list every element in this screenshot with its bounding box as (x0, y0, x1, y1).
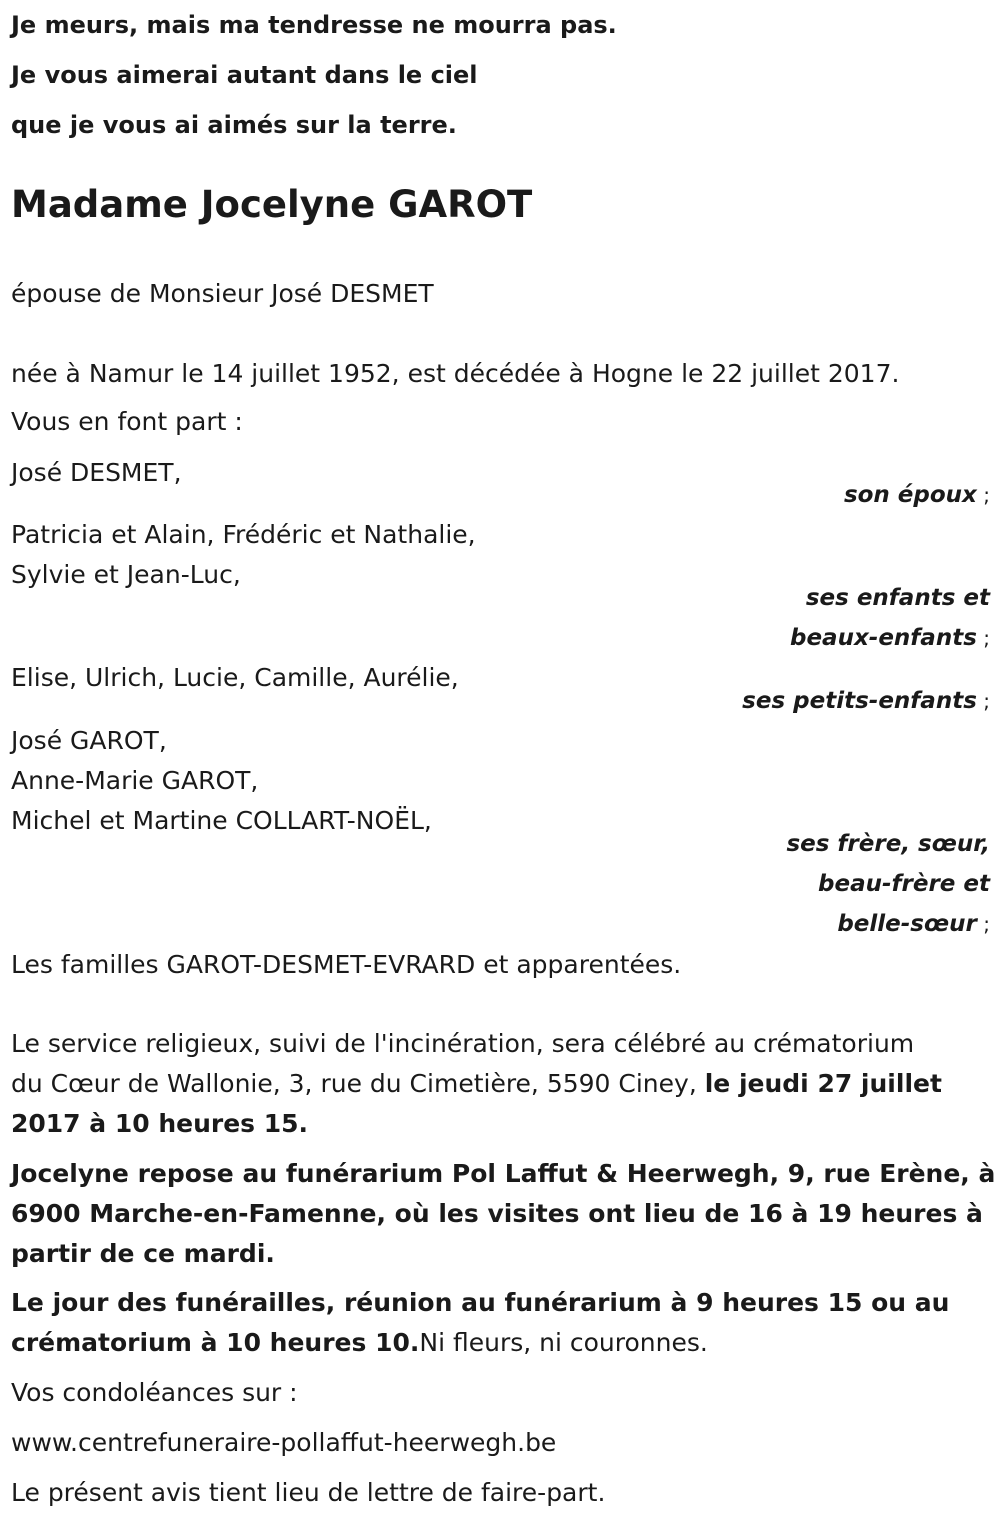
family-names-line: Anne-Marie GAROT, (11, 766, 259, 795)
relation-separator: ; (976, 483, 990, 507)
family-names-line: José GAROT, (11, 726, 167, 755)
no-flowers: Ni fleurs, ni couronnes. (419, 1328, 708, 1357)
service-line-2 (11, 1071, 942, 1096)
condolences-label: Vos condoléances sur : (11, 1378, 298, 1407)
announcement-intro: Vous en font part : (11, 407, 243, 436)
deceased-name: Madame Jocelyne GAROT (11, 183, 533, 226)
funerarium-line-3: partir de ce mardi. (11, 1239, 275, 1268)
service-date: le jeudi 27 juillet (704, 1069, 942, 1098)
relation-text: beau-frère et (818, 871, 990, 897)
funerarium-line-1: Jocelyne repose au funérarium Pol Laffut & Heerwegh, 9, rue Erène, à (11, 1159, 996, 1188)
other-families: Les familles GAROT-DESMET-EVRARD et apparentées. (11, 950, 682, 979)
family-relation (806, 587, 990, 610)
poem-line-1: Je meurs, mais ma tendresse ne mourra pas. (11, 11, 617, 39)
relation-separator: ; (976, 912, 990, 936)
service-line-3: 2017 à 10 heures 15. (11, 1109, 309, 1138)
family-names-line: Sylvie et Jean-Luc, (11, 560, 241, 589)
relation-text: belle-sœur (837, 911, 977, 937)
family-names-line: Patricia et Alain, Frédéric et Nathalie, (11, 520, 476, 549)
family-names-line: José DESMET, (11, 458, 182, 487)
poem-line-3: que je vous ai aimés sur la terre. (11, 111, 457, 139)
family-relation (786, 833, 990, 856)
family-names-line: Michel et Martine COLLART-NOËL, (11, 806, 432, 835)
relation-text: ses frère, sœur, (786, 831, 990, 857)
relation-text: ses petits-enfants (742, 688, 977, 714)
closing-line: Le présent avis tient lieu de lettre de faire-part. (11, 1478, 606, 1507)
relation-text: beaux-enfants (789, 625, 977, 651)
relation-separator: ; (976, 689, 990, 713)
relation-text: ses enfants et (805, 585, 990, 611)
meeting-line-1: Le jour des funérailles, réunion au funérarium à 9 heures 15 ou au (11, 1288, 950, 1317)
poem-line-2: Je vous aimerai autant dans le ciel (11, 61, 478, 89)
family-relation (837, 913, 990, 936)
meeting-line-2 (11, 1330, 708, 1355)
family-names-line: Elise, Ulrich, Lucie, Camille, Aurélie, (11, 663, 459, 692)
family-relation (844, 484, 990, 507)
service-address: du Cœur de Wallonie, 3, rue du Cimetière, 5590 Ciney, (11, 1069, 705, 1098)
relation-separator: ; (976, 626, 990, 650)
family-relation (818, 873, 990, 896)
condolences-url: www.centrefuneraire-pollaffut-heerwegh.be (11, 1428, 557, 1457)
service-line-1: Le service religieux, suivi de l'incinération, sera célébré au crématorium (11, 1029, 915, 1058)
spouse-line: épouse de Monsieur José DESMET (11, 279, 434, 308)
family-relation (790, 627, 990, 650)
family-relation (742, 690, 990, 713)
funerarium-line-2: 6900 Marche-en-Famenne, où les visites ont lieu de 16 à 19 heures à (11, 1199, 983, 1228)
relation-text: son époux (843, 482, 977, 508)
birth-death-line: née à Namur le 14 juillet 1952, est décédée à Hogne le 22 juillet 2017. (11, 359, 900, 388)
meeting-time: crématorium à 10 heures 10. (11, 1328, 420, 1357)
